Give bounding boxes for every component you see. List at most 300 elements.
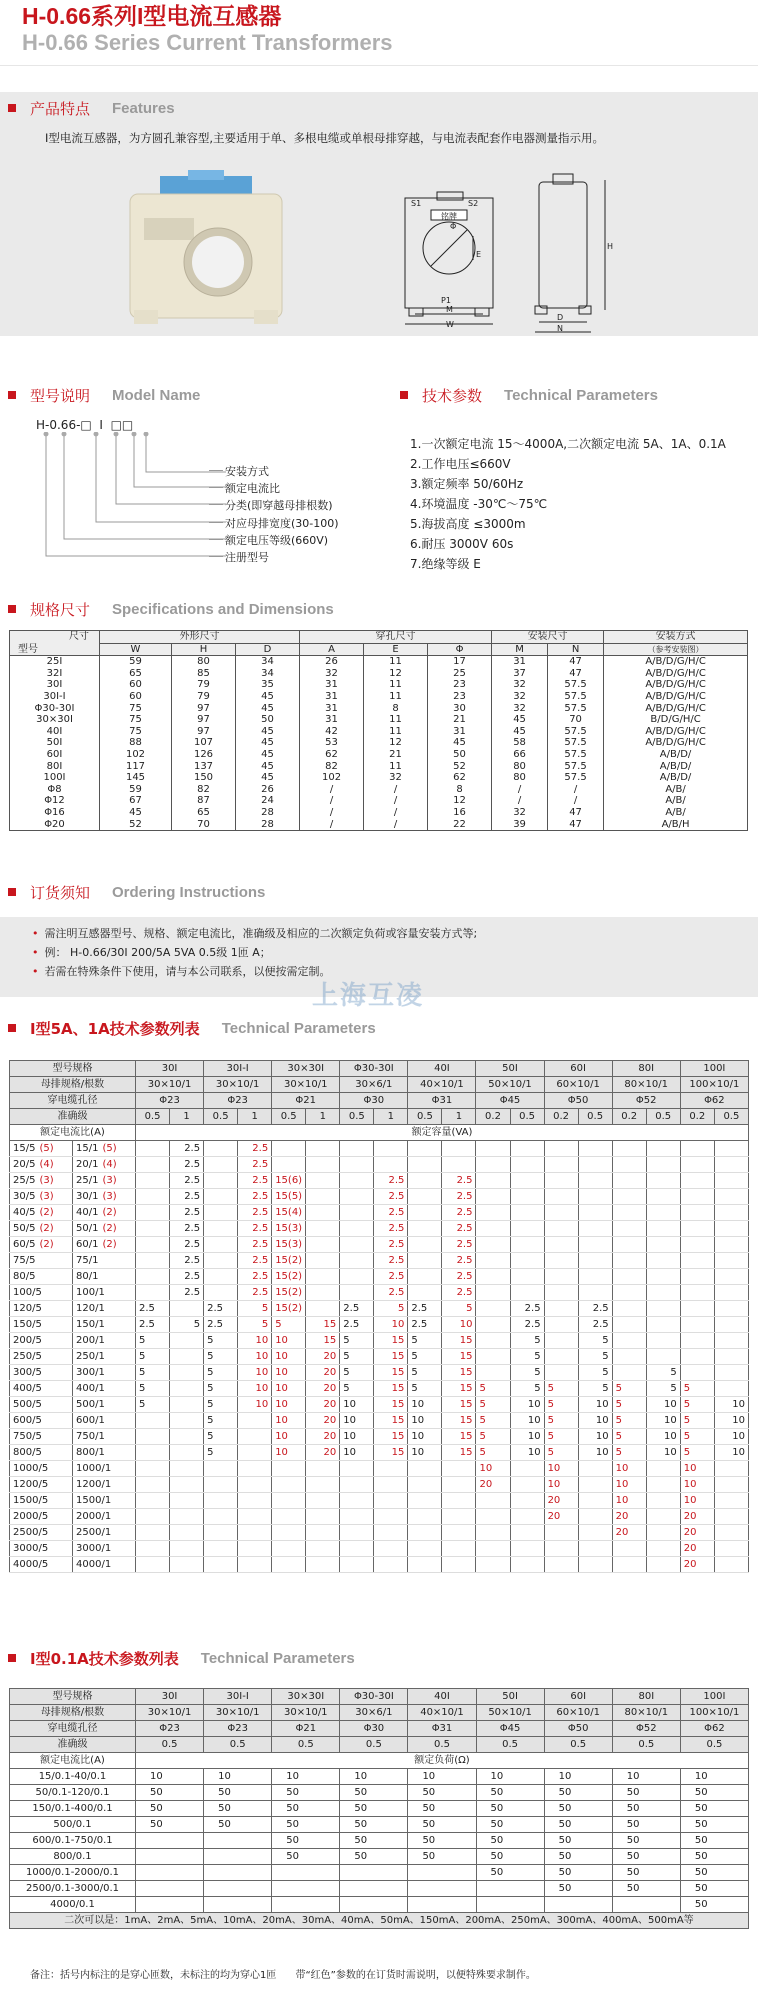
burden-cell: 50	[136, 1785, 204, 1801]
table-row	[10, 1253, 749, 1269]
ratio-cell: 2500/0.1-3000/0.1	[10, 1881, 136, 1897]
capacity-cell: 15	[306, 1317, 340, 1333]
capacity-cell: 2.5	[170, 1253, 204, 1269]
capacity-cell	[646, 1269, 680, 1285]
capacity-cell	[510, 1525, 544, 1541]
capacity-cell	[170, 1349, 204, 1365]
capacity-cell: 10	[408, 1445, 442, 1461]
bullet-square-icon	[8, 888, 16, 896]
capacity-cell: 5	[680, 1381, 714, 1397]
capacity-cell: 5	[204, 1397, 238, 1413]
capacity-cell	[170, 1429, 204, 1445]
capacity-cell: 5	[476, 1429, 510, 1445]
capacity-cell	[238, 1461, 272, 1477]
capacity-cell: 20	[680, 1557, 714, 1573]
capacity-cell	[272, 1525, 306, 1541]
spec-cell: A/B/	[604, 784, 748, 796]
accuracy-cell: 0.5	[340, 1109, 374, 1125]
accuracy-cell: 1	[442, 1109, 476, 1125]
capacity-cell	[714, 1381, 748, 1397]
capacity-cell: 2.5	[170, 1221, 204, 1237]
table-row	[10, 1509, 749, 1525]
label-nameplate: 铭牌	[441, 212, 457, 221]
capacity-cell: 10	[714, 1445, 748, 1461]
ratio-5a: 750/5	[10, 1429, 73, 1445]
spec-cell: 97	[172, 703, 236, 715]
capacity-cell	[136, 1429, 170, 1445]
ratio-cell: 50/0.1-120/0.1	[10, 1785, 136, 1801]
capacity-cell: 2.5	[170, 1173, 204, 1189]
capacity-cell	[204, 1525, 238, 1541]
ratio-5a: 4000/5	[10, 1557, 73, 1573]
capacity-cell	[238, 1445, 272, 1461]
capacity-cell	[238, 1429, 272, 1445]
capacity-cell: 15(2)	[272, 1301, 306, 1317]
spec-cell: A/B/D/G/H/C	[604, 703, 748, 715]
capacity-cell: 2.5	[238, 1205, 272, 1221]
spec-cell: 34	[236, 656, 300, 668]
header-cell: 0.5	[340, 1737, 408, 1753]
spec-cell: 25	[428, 668, 492, 680]
capacity-cell: 15(4)	[272, 1205, 306, 1221]
capacity-cell	[578, 1157, 612, 1173]
spec-cell: 52	[428, 761, 492, 773]
spec-cell: 25I	[10, 656, 100, 668]
capacity-cell: 15	[374, 1365, 408, 1381]
header-row	[10, 1737, 749, 1753]
burden-cell: 10	[612, 1769, 680, 1785]
capacity-cell: 2.5	[170, 1157, 204, 1173]
capacity-cell	[646, 1205, 680, 1221]
capacity-cell	[510, 1461, 544, 1477]
capacity-cell	[442, 1541, 476, 1557]
ratio-1a: 60/1 (2)	[73, 1237, 136, 1253]
capacity-cell	[510, 1285, 544, 1301]
capacity-cell: 15	[442, 1397, 476, 1413]
burden-cell: 50	[544, 1817, 612, 1833]
spec-cell: 60	[100, 679, 172, 691]
spec-cell: 50	[236, 714, 300, 726]
capacity-cell	[646, 1477, 680, 1493]
capacity-cell	[170, 1493, 204, 1509]
capacity-cell: 5	[510, 1349, 544, 1365]
ratio-5a: 80/5	[10, 1269, 73, 1285]
burden-cell	[204, 1865, 272, 1881]
capacity-cell	[442, 1525, 476, 1541]
row-label: 穿电缆孔径	[10, 1721, 136, 1737]
burden-cell	[136, 1881, 204, 1897]
spec-cell: /	[492, 784, 548, 796]
capacity-cell	[578, 1269, 612, 1285]
capacity-cell	[170, 1461, 204, 1477]
capacity-cell: 10	[272, 1445, 306, 1461]
ratio-1a: 400/1	[73, 1381, 136, 1397]
capacity-cell: 20	[306, 1445, 340, 1461]
spec-cell: B/D/G/H/C	[604, 714, 748, 726]
section-order: 订货须知 Ordering Instructions	[8, 880, 265, 904]
capacity-cell	[680, 1269, 714, 1285]
burden-cell: 50	[680, 1785, 748, 1801]
tech-item: 7.绝缘等级 E	[410, 557, 481, 571]
spec-cell: A/B/D/	[604, 761, 748, 773]
burden-cell	[544, 1897, 612, 1913]
capacity-cell	[408, 1557, 442, 1573]
row-label: 额定电流比(A)	[10, 1125, 136, 1141]
capacity-cell: 10	[238, 1365, 272, 1381]
header-cell: 30×10/1	[136, 1077, 204, 1093]
spec-cell: 97	[172, 714, 236, 726]
spec-cell: /	[492, 795, 548, 807]
spec-cell: 137	[172, 761, 236, 773]
spec-cell: /	[300, 795, 364, 807]
capacity-cell	[238, 1493, 272, 1509]
capacity-cell: 10	[408, 1429, 442, 1445]
capacity-cell: 2.5	[442, 1173, 476, 1189]
spec-cell: 39	[492, 819, 548, 831]
header-cell: 30×10/1	[204, 1705, 272, 1721]
spec-cell: 23	[428, 691, 492, 703]
header-cell: 0.5	[612, 1737, 680, 1753]
capacity-cell: 20	[680, 1509, 714, 1525]
table-row	[10, 1557, 749, 1573]
capacity-cell: 2.5	[204, 1317, 238, 1333]
capacity-cell	[136, 1237, 170, 1253]
table-row	[10, 1833, 749, 1849]
capacity-cell	[408, 1221, 442, 1237]
ratio-5a: 30/5 (3)	[10, 1189, 73, 1205]
burden-cell	[204, 1849, 272, 1865]
title-en: H-0.66 Series Current Transformers	[22, 30, 393, 55]
burden-cell	[476, 1881, 544, 1897]
spec-cell: 37	[492, 668, 548, 680]
capacity-cell: 5	[510, 1381, 544, 1397]
capacity-cell: 15(2)	[272, 1253, 306, 1269]
capacity-cell	[204, 1493, 238, 1509]
capacity-cell	[510, 1189, 544, 1205]
capacity-cell	[408, 1253, 442, 1269]
capacity-cell	[612, 1301, 646, 1317]
capacity-cell: 5	[544, 1381, 578, 1397]
capacity-cell: 5	[340, 1333, 374, 1349]
capacity-cell	[612, 1541, 646, 1557]
ratio-1a: 15/1 (5)	[73, 1141, 136, 1157]
accuracy-cell: 0.5	[272, 1109, 306, 1125]
capacity-cell: 10	[340, 1413, 374, 1429]
capacity-cell	[544, 1237, 578, 1253]
spec-cell: 45	[492, 726, 548, 738]
capacity-cell: 2.5	[578, 1317, 612, 1333]
capacity-cell	[136, 1173, 170, 1189]
ratio-cell: 600/0.1-750/0.1	[10, 1833, 136, 1849]
model-code: H-0.66-□ I □□	[36, 418, 134, 432]
capacity-cell: 20	[306, 1413, 340, 1429]
spec-cell: 32	[364, 772, 428, 784]
capacity-cell	[204, 1253, 238, 1269]
capacity-cell	[170, 1413, 204, 1429]
capacity-cell: 5	[340, 1381, 374, 1397]
spec-cell: 87	[172, 795, 236, 807]
capacity-cell: 2.5	[578, 1301, 612, 1317]
ratio-1a: 2500/1	[73, 1525, 136, 1541]
spec-cell: 57.5	[548, 703, 604, 715]
spec-cell: A/B/D/G/H/C	[604, 668, 748, 680]
ratio-5a: 1500/5	[10, 1493, 73, 1509]
table-row	[10, 1397, 749, 1413]
page-header	[0, 0, 758, 66]
row-label: 穿电缆孔径	[10, 1093, 136, 1109]
capacity-cell	[204, 1205, 238, 1221]
capacity-cell: 15(2)	[272, 1285, 306, 1301]
accuracy-cell: 0.5	[646, 1109, 680, 1125]
spec-cell: 80	[492, 772, 548, 784]
spec-row	[10, 807, 748, 819]
header-cell: 30×10/1	[272, 1077, 340, 1093]
burden-cell	[340, 1881, 408, 1897]
burden-cell: 50	[476, 1785, 544, 1801]
capacity-cell	[306, 1285, 340, 1301]
capacity-cell	[680, 1221, 714, 1237]
spec-corner-cell: 尺寸 型号	[10, 631, 100, 656]
capacity-cell	[612, 1205, 646, 1221]
ratio-1a: 200/1	[73, 1333, 136, 1349]
capacity-cell	[714, 1237, 748, 1253]
capacity-cell	[374, 1141, 408, 1157]
capacity-cell	[340, 1253, 374, 1269]
tech-item: 5.海拔高度 ≤3000m	[410, 517, 526, 531]
bullet-square-icon	[8, 104, 16, 112]
capacity-cell	[680, 1141, 714, 1157]
header-cell: Φ23	[204, 1721, 272, 1737]
capacity-cell	[714, 1349, 748, 1365]
spec-row	[10, 737, 748, 749]
capacity-cell	[408, 1157, 442, 1173]
ratio-1a: 750/1	[73, 1429, 136, 1445]
capacity-cell	[714, 1541, 748, 1557]
ratio-5a: 60/5 (2)	[10, 1237, 73, 1253]
accuracy-cell: 0.5	[714, 1109, 748, 1125]
header-cell: Φ52	[612, 1721, 680, 1737]
capacity-cell	[476, 1173, 510, 1189]
capacity-cell: 5	[476, 1397, 510, 1413]
capacity-cell	[612, 1141, 646, 1157]
capacity-cell: 2.5	[170, 1285, 204, 1301]
bullet-square-icon	[8, 391, 16, 399]
capacity-cell	[442, 1493, 476, 1509]
capacity-cell	[170, 1333, 204, 1349]
capacity-cell	[680, 1237, 714, 1253]
header-cell: 30I-I	[204, 1689, 272, 1705]
capacity-cell: 15	[374, 1333, 408, 1349]
accuracy-cell: 0.2	[612, 1109, 646, 1125]
burden-cell: 50	[408, 1801, 476, 1817]
capacity-cell: 5	[374, 1301, 408, 1317]
capacity-cell	[306, 1141, 340, 1157]
spec-cell: 75	[100, 714, 172, 726]
capacity-cell	[272, 1461, 306, 1477]
header-cell: 100×10/1	[680, 1705, 748, 1721]
capacity-cell	[578, 1477, 612, 1493]
spec-cell: 53	[300, 737, 364, 749]
row-label: 额定容量(VA)	[136, 1125, 749, 1141]
header-row	[10, 1753, 749, 1769]
burden-cell: 10	[680, 1769, 748, 1785]
capacity-cell	[204, 1141, 238, 1157]
capacity-cell	[306, 1301, 340, 1317]
table-row	[10, 1493, 749, 1509]
ratio-5a: 100/5	[10, 1285, 73, 1301]
ratio-1a: 25/1 (3)	[73, 1173, 136, 1189]
spec-cell: /	[548, 784, 604, 796]
header-cell: 30I	[136, 1061, 204, 1077]
capacity-cell: 5	[476, 1445, 510, 1461]
capacity-cell	[408, 1269, 442, 1285]
row-label: 准确级	[10, 1109, 136, 1125]
spec-cell: A/B/D/	[604, 749, 748, 761]
capacity-cell	[204, 1189, 238, 1205]
spec-cell: 57.5	[548, 737, 604, 749]
spec-cell: 8	[364, 703, 428, 715]
capacity-cell: 2.5	[442, 1285, 476, 1301]
capacity-cell: 5	[578, 1381, 612, 1397]
capacity-cell	[714, 1493, 748, 1509]
capacity-cell	[476, 1541, 510, 1557]
spec-cell: 100I	[10, 772, 100, 784]
capacity-cell: 5	[238, 1317, 272, 1333]
header-cell: 100×10/1	[680, 1077, 748, 1093]
capacity-cell	[578, 1189, 612, 1205]
spec-cell: 17	[428, 656, 492, 668]
burden-cell: 50	[340, 1833, 408, 1849]
footer-note: 备注：括号内标注的是穿心匝数，未标注的均为穿心1匝 带“红色”参数的在订货时需说明，以便特殊要求制作。	[30, 1970, 536, 1981]
capacity-cell	[476, 1157, 510, 1173]
accuracy-cell: 0.2	[544, 1109, 578, 1125]
table-row	[10, 1413, 749, 1429]
capacity-cell: 10	[272, 1429, 306, 1445]
spec-row	[10, 714, 748, 726]
header-cell: 30×10/1	[272, 1705, 340, 1721]
burden-cell: 10	[544, 1769, 612, 1785]
ratio-5a: 200/5	[10, 1333, 73, 1349]
capacity-cell	[136, 1525, 170, 1541]
spec-row	[10, 668, 748, 680]
capacity-cell: 10	[238, 1381, 272, 1397]
capacity-cell: 5	[612, 1445, 646, 1461]
spec-cell: 79	[172, 691, 236, 703]
capacity-cell	[578, 1541, 612, 1557]
header-cell: 0.5	[680, 1737, 748, 1753]
capacity-cell: 5	[408, 1333, 442, 1349]
capacity-cell: 5	[136, 1397, 170, 1413]
capacity-cell: 20	[306, 1381, 340, 1397]
capacity-cell	[544, 1301, 578, 1317]
spec-cell: A/B/	[604, 795, 748, 807]
header-row	[10, 1093, 749, 1109]
spec-cell: 58	[492, 737, 548, 749]
capacity-cell	[374, 1509, 408, 1525]
spec-cell: 12	[364, 668, 428, 680]
spec-cell: 45	[236, 726, 300, 738]
spec-cell: 40I	[10, 726, 100, 738]
capacity-cell: 5	[442, 1301, 476, 1317]
capacity-cell: 10	[510, 1413, 544, 1429]
spec-cell: 60	[100, 691, 172, 703]
spec-cell: 66	[492, 749, 548, 761]
capacity-cell	[272, 1141, 306, 1157]
capacity-cell	[340, 1509, 374, 1525]
capacity-cell	[680, 1349, 714, 1365]
capacity-cell	[340, 1557, 374, 1573]
capacity-cell	[510, 1157, 544, 1173]
capacity-cell: 5	[408, 1365, 442, 1381]
spec-cell: 47	[548, 668, 604, 680]
header-cell: 0.5	[544, 1737, 612, 1753]
capacity-cell: 5	[578, 1349, 612, 1365]
spec-cell: /	[364, 819, 428, 831]
burden-cell: 50	[340, 1785, 408, 1801]
spec-cell: 11	[364, 656, 428, 668]
capacity-cell	[170, 1381, 204, 1397]
capacity-cell: 2.5	[238, 1157, 272, 1173]
capacity-cell	[204, 1541, 238, 1557]
secondary-row	[10, 1913, 749, 1929]
capacity-cell	[204, 1157, 238, 1173]
model-item: 注册型号	[225, 551, 269, 564]
ratio-cell: 4000/0.1	[10, 1897, 136, 1913]
capacity-cell	[714, 1301, 748, 1317]
spec-cell: A/B/D/G/H/C	[604, 656, 748, 668]
table-row	[10, 1541, 749, 1557]
burden-cell: 50	[476, 1833, 544, 1849]
capacity-cell: 15	[442, 1381, 476, 1397]
burden-cell: 50	[204, 1817, 272, 1833]
capacity-cell: 20	[544, 1509, 578, 1525]
capacity-cell	[578, 1173, 612, 1189]
capacity-cell	[408, 1141, 442, 1157]
spec-cell: 32	[300, 668, 364, 680]
burden-cell: 50	[272, 1801, 340, 1817]
capacity-cell: 10	[646, 1445, 680, 1461]
capacity-cell	[612, 1317, 646, 1333]
header-cell: 80×10/1	[612, 1077, 680, 1093]
capacity-cell	[476, 1221, 510, 1237]
capacity-cell	[136, 1157, 170, 1173]
section-model: 型号说明 Model Name	[8, 383, 200, 407]
burden-cell	[204, 1833, 272, 1849]
capacity-cell	[272, 1493, 306, 1509]
accuracy-cell: 1	[374, 1109, 408, 1125]
capacity-cell: 2.5	[374, 1221, 408, 1237]
burden-cell: 50	[272, 1833, 340, 1849]
spec-cell: 75	[100, 703, 172, 715]
capacity-cell	[612, 1157, 646, 1173]
burden-cell: 50	[340, 1849, 408, 1865]
capacity-cell: 5	[510, 1333, 544, 1349]
capacity-cell: 20	[306, 1349, 340, 1365]
label-d: D	[557, 313, 564, 322]
capacity-cell	[578, 1509, 612, 1525]
capacity-cell	[442, 1157, 476, 1173]
table-row	[10, 1221, 749, 1237]
capacity-cell: 10	[578, 1397, 612, 1413]
capacity-cell	[646, 1349, 680, 1365]
spec-cell: 65	[100, 668, 172, 680]
capacity-cell	[340, 1269, 374, 1285]
spec-cell: 57.5	[548, 679, 604, 691]
spec-cell: 32	[492, 807, 548, 819]
capacity-cell	[340, 1221, 374, 1237]
burden-cell: 50	[340, 1817, 408, 1833]
spec-cell: 80	[492, 761, 548, 773]
